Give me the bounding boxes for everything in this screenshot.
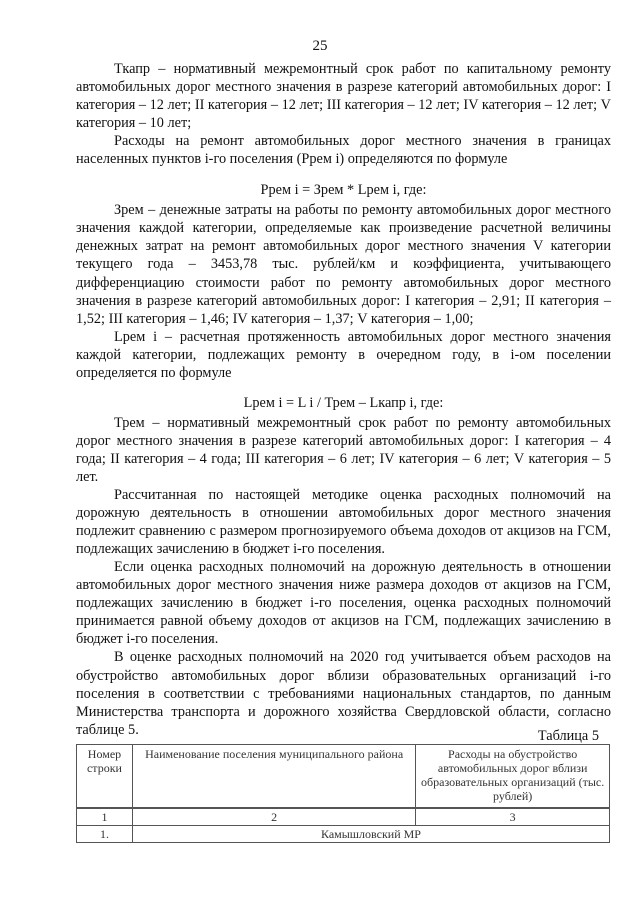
table-caption: Таблица 5	[537, 728, 599, 744]
paragraph-tkapr: Ткапр – нормативный межремонтный срок работ по капитальному ремонту автомобильных дорог местного значения в разрезе категорий автомобильных дорог: I категория – 12 лет; II категория – 12 лет; III категория – 12 лет; IV категория – 12 лет; V категория – 10 лет;	[76, 61, 611, 132]
table-header-row	[77, 745, 610, 808]
formula-rrem: Ррем i = Зрем * Lрем i, где:	[260, 182, 427, 199]
paragraph-excise-comparison: Если оценка расходных полномочий на дорожную деятельность в отношении автомобильных дорог местного значения ниже размера доходов от акцизов на ГСМ, подлежащих зачислению в бюджет i-го поселения, оценка расходных полномочий принимается равной объему доходов от акцизов на ГСМ, подлежащих зачислению в бюджет i-го поселения.	[76, 559, 611, 648]
paragraph-zrem: Зрем – денежные затраты на работы по ремонту автомобильных дорог местного значения каждой категории, определяемые как произведение расчетной величины денежных затрат на ремонт автомобильных дорог местного значения V категории текущего года – 3453,78 тыс. рублей/км и коэффициента, учитывающего дифференциацию стоимости работ по ремонту автомобильных дорог местного значения в разрезе категорий автомобильных дорог: I категория – 2,91; II категория – 1,52; III категория – 1,46; IV категория – 1,37; V категория – 1,00;	[76, 202, 611, 327]
paragraph-repair-expenses: Расходы на ремонт автомобильных дорог местного значения в границах населенных пунктов i-го поселения (Ррем i) определяются по формуле	[76, 133, 611, 168]
table-column-numbers-row	[77, 809, 610, 826]
paragraph-lrem: Lрем i – расчетная протяженность автомобильных дорог местного значения каждой категории, подлежащих ремонту в очередном году, в i-ом поселении определяется по формуле	[76, 328, 611, 381]
column-number: 3	[416, 809, 610, 826]
formula-lrem: Lрем i = L i / Трем – Lкапр i, где:	[243, 394, 444, 411]
column-number: 1	[77, 809, 133, 826]
row-number: 1.	[77, 826, 133, 843]
document-body	[76, 60, 611, 739]
paragraph-trem: Трем – нормативный межремонтный срок работ по ремонту автомобильных дорог местного значения в разрезе категорий автомобильных дорог: I категория – 4 года; II категория – 4 года; III категория – 6 лет; IV категория – 6 лет; V категория – 5 лет.	[76, 414, 611, 485]
table-row	[77, 826, 610, 843]
header-row-number: Номер строки	[77, 745, 133, 808]
paragraph-assessment: Рассчитанная по настоящей методике оценка расходных полномочий на дорожную деятельность в отношении автомобильных дорог местного значения подлежит сравнению с размером прогнозируемого объема доходов от акцизов на ГСМ, подлежащих зачислению в бюджет i-го поселения.	[76, 487, 611, 558]
page-number: 25	[312, 38, 328, 54]
row-district-name: Камышловский МР	[132, 826, 609, 843]
column-number: 2	[132, 809, 415, 826]
paragraph-2020-expenses: В оценке расходных полномочий на 2020 год учитывается объем расходов на обустройство автомобильных дорог вблизи образовательных организаций i-го поселения в соответствии с требованиями национальных стандартов, по данным Министерства транспорта и дорожного хозяйства Свердловской области, согласно таблице 5.	[76, 649, 611, 738]
table-5	[76, 744, 610, 843]
header-expenses: Расходы на обустройство автомобильных дорог вблизи образовательных организаций (тыс. рублей)	[416, 745, 610, 808]
header-settlement-name: Наименование поселения муниципального района	[132, 745, 415, 808]
